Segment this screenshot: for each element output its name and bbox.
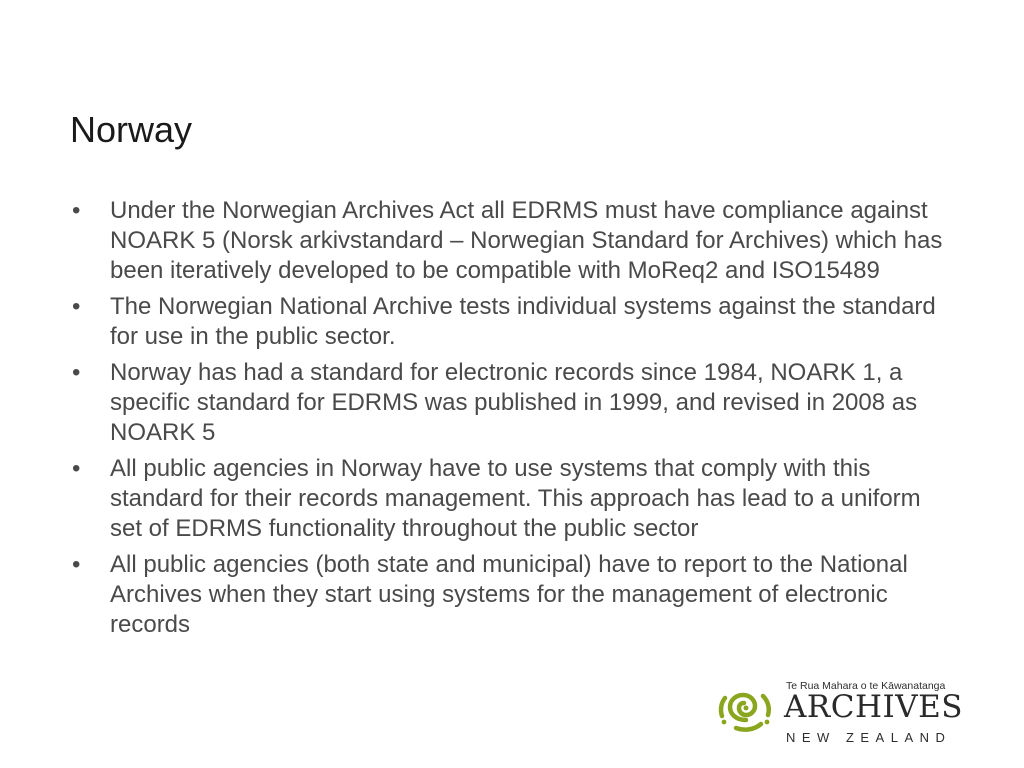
bullet-text: All public agencies (both state and municipal) have to report to the National Archives when they start using systems for the management of electronic records — [110, 551, 908, 638]
bullet-marker: • — [72, 293, 81, 320]
bullet-marker: • — [72, 197, 81, 224]
bullet-text: The Norwegian National Archive tests individual systems against the standard for use in the public sector. — [110, 293, 936, 350]
bullet-marker: • — [72, 455, 81, 482]
slide-title: Norway — [70, 109, 193, 150]
koru-spiral-icon — [716, 686, 776, 732]
bullet-item — [72, 550, 952, 640]
bullet-text: All public agencies in Norway have to use systems that comply with this standard for their records management. This approach has lead to a uniform set of EDRMS functionality throughout the public sector — [110, 455, 921, 542]
bullet-text: Norway has had a standard for electronic records since 1984, NOARK 1, a specific standard for EDRMS was published in 1999, and revised in 2008 as NOARK 5 — [110, 359, 918, 446]
bullet-item — [72, 196, 952, 286]
logo-tagline: Te Rua Mahara o te Kāwanatanga — [786, 680, 946, 692]
bullet-item — [72, 454, 952, 544]
archives-nz-logo — [716, 680, 963, 750]
bullet-marker: • — [72, 359, 81, 386]
bullet-list — [72, 196, 952, 646]
bullet-item — [72, 292, 952, 352]
logo-subtitle: NEW ZEALAND — [786, 730, 952, 745]
bullet-text: Under the Norwegian Archives Act all EDRMS must have compliance against NOARK 5 (Norsk arkivstandard – Norwegian Standard for Archives) which has been iteratively developed to be compatible with MoReq2 and ISO15489 — [110, 197, 943, 284]
bullet-marker: • — [72, 551, 81, 578]
bullet-item — [72, 358, 952, 448]
logo-wordmark: ARCHIVES — [784, 689, 963, 725]
